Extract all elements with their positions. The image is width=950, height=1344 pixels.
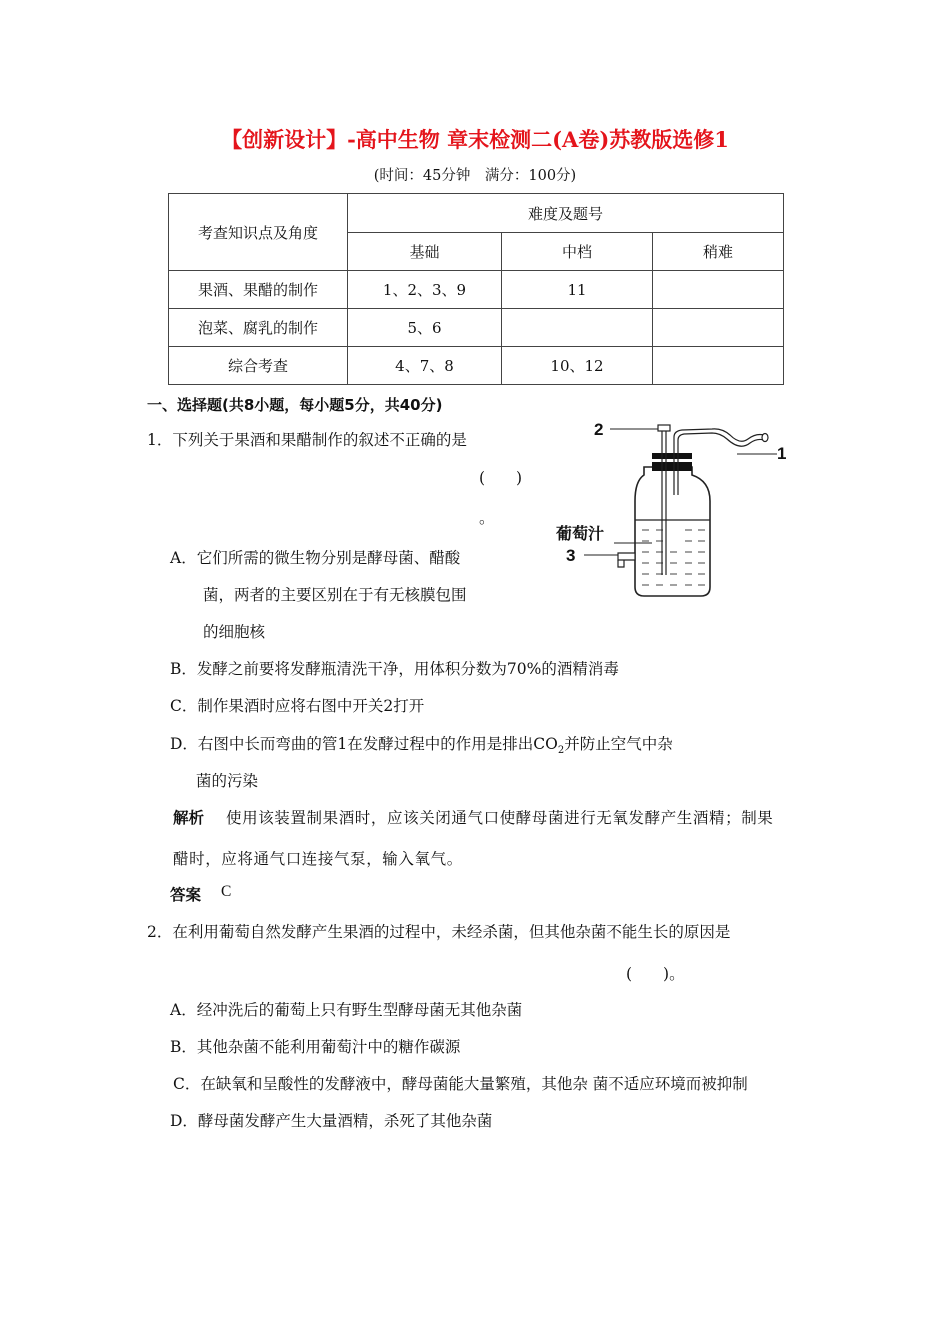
q2-stem: 2．在利用葡萄自然发酵产生果酒的过程中，未经杀菌，但其他杂菌不能生长的原因是 [147, 923, 731, 941]
figure-label-3: 3 [566, 546, 576, 565]
table-cell-topic: 综合考查 [169, 347, 348, 385]
q1-option-d-line1 [170, 732, 673, 756]
q2-option-d: D．酵母菌发酵产生大量酒精，杀死了其他杂菌 [170, 1112, 493, 1130]
knowledge-table [168, 193, 784, 385]
q1-analysis-label: 解析 [173, 809, 205, 827]
table-cell-medium: 11 [502, 271, 653, 309]
q1-option-a-line3: 的细胞核 [203, 623, 266, 641]
table-cell-topic: 果酒、果醋的制作 [169, 271, 348, 309]
fermentation-bottle-diagram [552, 415, 792, 600]
fermentation-apparatus-figure [552, 415, 792, 600]
q1-option-a-line1: A．它们所需的微生物分别是酵母菌、醋酸 [170, 549, 461, 567]
table-col-medium: 中档 [502, 233, 653, 271]
q1-option-a-line2: 菌，两者的主要区别在于有无核膜包围 [203, 586, 467, 604]
q1-option-d-text-post: 并防止空气中杂 [564, 735, 673, 753]
table-cell-basic: 4、7、8 [348, 347, 502, 385]
q2-answer-paren: ( )。 [626, 965, 685, 983]
table-cell-medium [502, 309, 653, 347]
q1-stem: 1．下列关于果酒和果醋制作的叙述不正确的是 [147, 431, 467, 449]
q1-option-b: B．发酵之前要将发酵瓶清洗干净，用体积分数为70%的酒精消毒 [170, 660, 619, 678]
table-cell-basic: 5、6 [348, 309, 502, 347]
q1-option-c: C．制作果酒时应将右图中开关2打开 [170, 697, 425, 715]
q1-analysis-line2: 醋时，应将通气口连接气泵，输入氧气。 [173, 850, 463, 868]
table-row [169, 271, 784, 309]
figure-label-1: 1 [777, 444, 787, 463]
q1-answer-label: 答案 [170, 886, 202, 904]
q1-option-d-text: D．右图中长而弯曲的管1在发酵过程中的作用是排出CO [170, 735, 558, 753]
table-cell-topic: 泡菜、腐乳的制作 [169, 309, 348, 347]
q1-period: 。 [479, 509, 495, 527]
exam-meta: (时间：45分钟 满分：100分) [373, 168, 577, 184]
q1-option-d-line2: 菌的污染 [196, 772, 259, 790]
co2-subscript: 2 [557, 745, 565, 757]
q1-analysis-line1: 使用该装置制果酒时，应该关闭通气口使酵母菌进行无氧发酵产生酒精；制果 [226, 809, 774, 827]
table-row [169, 347, 784, 385]
table-row [169, 309, 784, 347]
table-cell-hard [653, 347, 784, 385]
q2-option-c: C．在缺氧和呈酸性的发酵液中，酵母菌能大量繁殖，其他杂 菌不适应环境而被抑制 [173, 1075, 748, 1093]
table-col-basic: 基础 [348, 233, 502, 271]
figure-label-2: 2 [594, 420, 604, 439]
table-header-topic: 考查知识点及角度 [169, 194, 348, 271]
document-title: 【创新设计】-高中生物 章末检测二(A卷)苏教版选修1 [221, 127, 729, 152]
table-col-hard: 稍难 [653, 233, 784, 271]
table-cell-hard [653, 271, 784, 309]
table-cell-hard [653, 309, 784, 347]
q2-option-b: B．其他杂菌不能利用葡萄汁中的糖作碳源 [170, 1038, 461, 1056]
figure-label-juice: 葡萄汁 [556, 524, 605, 543]
q2-option-a: A．经冲洗后的葡萄上只有野生型酵母菌无其他杂菌 [170, 1001, 523, 1019]
table-header-difficulty: 难度及题号 [348, 194, 784, 233]
section-heading: 一、选择题(共8小题，每小题5分，共40分) [147, 396, 443, 414]
table-cell-basic: 1、2、3、9 [348, 271, 502, 309]
q1-answer-value: C [221, 883, 232, 900]
q1-answer-paren: ( ) [479, 469, 523, 487]
table-cell-medium: 10、12 [502, 347, 653, 385]
